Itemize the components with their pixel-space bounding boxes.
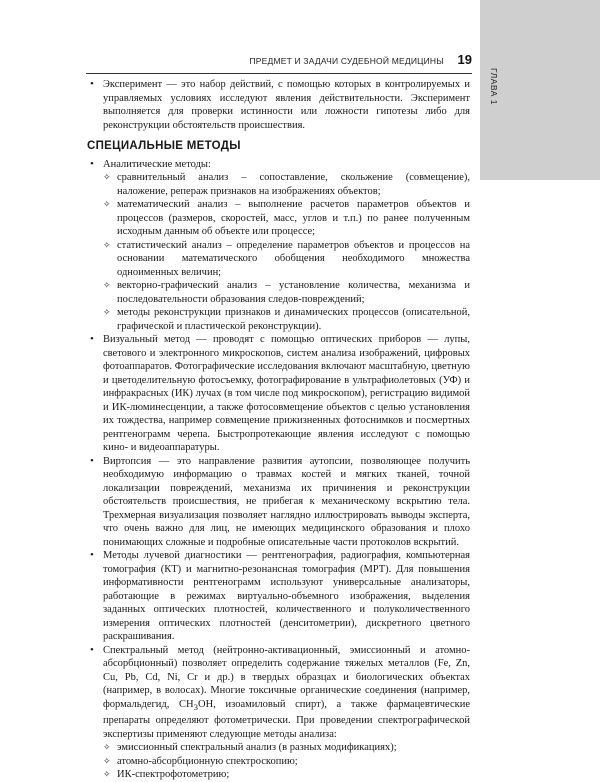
chapter-tab-label: ГЛАВА 1 [489, 68, 499, 106]
experiment-paragraph: Эксперимент — это набор действий, с помощью которых в контролируемых и управляемых условиях исследуют явления действительности. Эксперимент выполняется для проверки истинности или ложности гипотезы либо для реконструкции обстоятельств происшествия. [103, 79, 470, 131]
bullet-icon: • [90, 549, 94, 561]
analytic-method-item: ✧ сравнительный анализ – сопоставление, скольжение (совмещение), наложение, репераж признаков на изображениях объектов; [103, 172, 470, 197]
running-head: ПРЕДМЕТ И ЗАДАЧИ СУДЕБНОЙ МЕДИЦИНЫ [249, 56, 444, 66]
analytic-methods [87, 158, 470, 334]
analytic-method-item: ✧ векторно-графический анализ – установление количества, механизма и последовательности образования следов-повреждений; [103, 280, 470, 305]
page-number: 19 [457, 52, 472, 67]
bullet-icon: • [90, 643, 94, 656]
spectral-methods-list [103, 741, 470, 782]
diamond-bullet-icon: ✧ [103, 769, 111, 780]
bullet-icon: • [90, 78, 94, 90]
bullet-icon: • [90, 454, 94, 467]
diamond-bullet-icon: ✧ [103, 307, 111, 317]
radiology-paragraph: Методы лучевой диагностики — рентгенография, радиография, компьютерная томография (КТ) и магнитно-резонансная томография (МРТ). Для повышения информативности рентгенограмм используют универсальные анализаторы, работающие в режимах виртуально-объемного изображения, выделения заданных оптических плотностей, количественного и полуколичественного измерения оптических плотностей (денситометрии), дискретного цветного раскрашивания. [103, 550, 470, 642]
diamond-bullet-icon: ✧ [103, 199, 111, 209]
diamond-bullet-icon: ✧ [103, 742, 111, 753]
formula-subscript: 3 [193, 701, 199, 712]
visual-method [87, 333, 470, 455]
spectral-paragraph: Спектральный метод (нейтронно-активационный, эмиссионный и атомно-абсорбционный) позволяет определить содержание тяжелых металлов (Fe, Zn, Cu, Pb, Cd, Ni, Cr и др.) в твердых образцах и биологических объектах (например, в волосах). Многие токсичные органические соединения (например, формальдегид, $CH_3OH$, изоамиловый спирт), а также фармацевтические препараты определяют фотометрически. При проведении спектрографической экспертизы применяют следующие методы анализа: [103, 644, 470, 740]
diamond-bullet-icon: ✧ [103, 239, 111, 250]
virtopsy [87, 455, 470, 550]
analytic-method-item: ✧ математический анализ – выполнение расчетов параметров объектов и процессов (размеров, скоростей, масс, углов и т.п.) по ранее полученным исходным данным об объекте или процессе; [103, 199, 470, 237]
diamond-bullet-icon: ✧ [103, 172, 111, 182]
page-body [87, 78, 470, 782]
bullet-icon: • [90, 157, 94, 170]
virtopsy-paragraph: Виртопсия — это направление развития аутопсии, позволяющее получить необходимую информацию о травмах костей и мягких тканей, точной локализации повреждений, механизма их причинения и реконструкции обстоятельств происшествия, не прибегая к механическому вскрытию тела. Трехмерная визуализация позволяет наглядно иллюстрировать выводы эксперта, что очень важно для лиц, не имеющих медицинского образования и плохо понимающих сложные и подробные описательные части протоколов вскрытий. [103, 455, 470, 548]
analytic-method-item: ✧ статистический анализ – определение параметров объектов и процессов на основании математического обобщения необходимого множества одноименных величин; [103, 239, 470, 278]
spectral-method-item: ✧ ИК-спектрофотометрию; [103, 769, 230, 781]
section-title: СПЕЦИАЛЬНЫЕ МЕТОДЫ [87, 140, 241, 152]
spectral-method [87, 644, 470, 782]
spectral-method-item: ✧ атомно-абсорбционную спектроскопию; [103, 755, 298, 767]
page-header [249, 52, 472, 72]
bullet-icon: • [90, 333, 94, 345]
visual-method-paragraph: Визуальный метод — проводят с помощью оптических приборов — лупы, светового и электронного микроскопов, систем анализа изображений, цифровых фотоаппаратов. Фотографические исследования включают масштабную, цветную и цветоделительную фотосъемку, фотографирование в ультрафиолетовых (УФ) и инфракрасных (ИК) лучах (в том числе под микроскопом), регистрацию видимой и ИК-люминесценции, а также фотосовмещение объектов с целью установления их тождества, например совмещение прижизненных фотоснимков и посмертных рентгенограмм черепа. Быстропротекающие явления исследуют с помощью кино- и видеоаппаратуры. [103, 334, 470, 453]
radiology-methods [87, 549, 470, 644]
intro-bullet [87, 78, 470, 132]
diamond-bullet-icon: ✧ [103, 755, 111, 766]
analytic-method-item: ✧ методы реконструкции признаков и динамических процессов (описательной, графической и пластической реконструкции). [103, 307, 470, 332]
analytic-methods-list [103, 171, 470, 333]
spectral-method-item: ✧ эмиссионный спектральный анализ (в разных модификациях); [103, 742, 397, 754]
analytic-methods-label: Аналитические методы: [103, 158, 211, 170]
header-rule [86, 73, 472, 74]
diamond-bullet-icon: ✧ [103, 280, 111, 290]
